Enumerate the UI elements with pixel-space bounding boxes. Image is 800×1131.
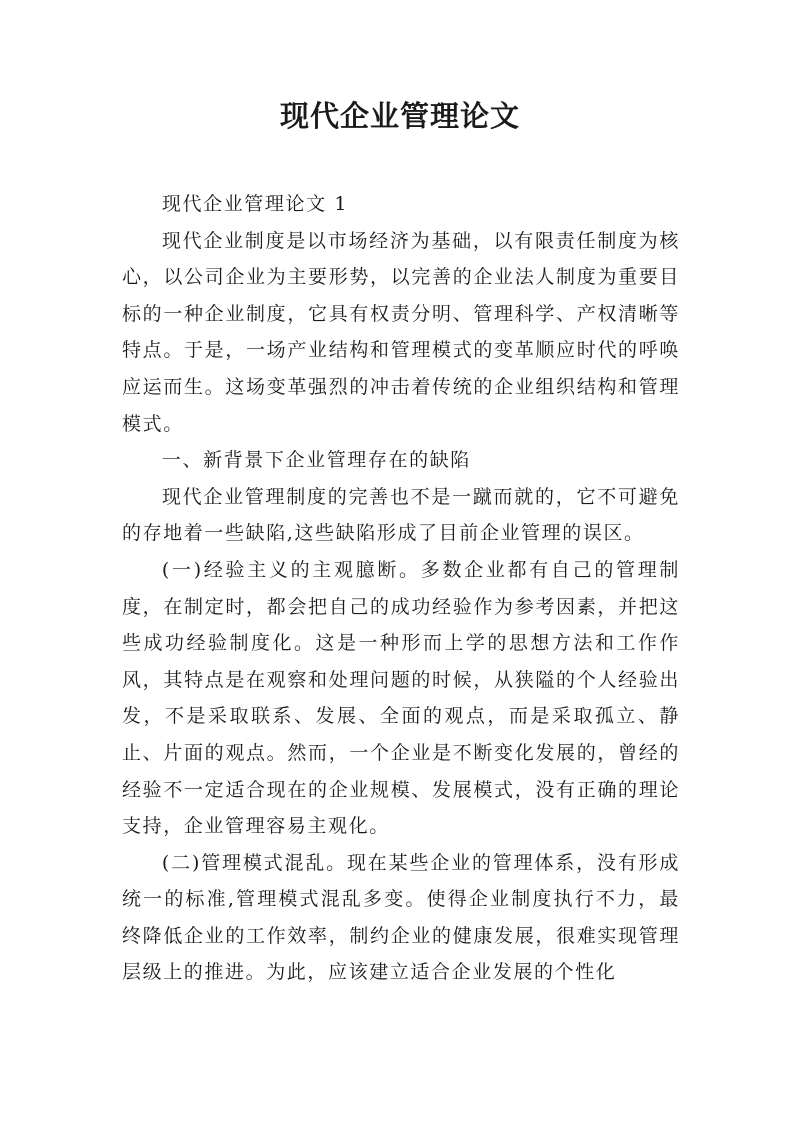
document-title: 现代企业管理论文 [279,99,520,133]
body-paragraph: (一)经验主义的主观臆断。多数企业都有自己的管理制度，在制定时，都会把自己的成功经验作为参考因素，并把这些成功经验制度化。这是一种形而上学的思想方法和工作作风，其特点是在观察和处理问题的时候，从狭隘的个人经验出发，不是采取联系、发展、全面的观点，而是采取孤立、静止、片面的观点。然而，一个企业是不断变化发展的，曾经的经验不一定适合现在的企业规模、发展模式，没有正确的理论支持，企业管理容易主观化。 [122,558,680,838]
body-paragraph: (二)管理模式混乱。现在某些企业的管理体系，没有形成统一的标准,管理模式混乱多变。使得企业制度执行不力，最终降低企业的工作效率，制约企业的健康发展，很难实现管理层级上的推进。为此，应该建立适合企业发展的个性化 [122,851,680,984]
section-heading: 现代企业管理论文 1 [161,193,349,215]
body-paragraph: 现代企业管理制度的完善也不是一蹴而就的，它不可避免的存地着一些缺陷,这些缺陷形成了目前企业管理的误区。 [122,485,680,545]
body-paragraph: 现代企业制度是以市场经济为基础，以有限责任制度为核心，以公司企业为主要形势，以完善的企业法人制度为重要目标的一种企业制度，它具有权责分明、管理科学、产权清晰等特点。于是，一场产业结构和管理模式的变革顺应时代的呼唤应运而生。这场变革强烈的冲击着传统的企业组织结构和管理模式。 [122,229,680,435]
document-body [122,186,680,991]
section-heading: 一、新背景下企业管理存在的缺陷 [161,449,471,472]
